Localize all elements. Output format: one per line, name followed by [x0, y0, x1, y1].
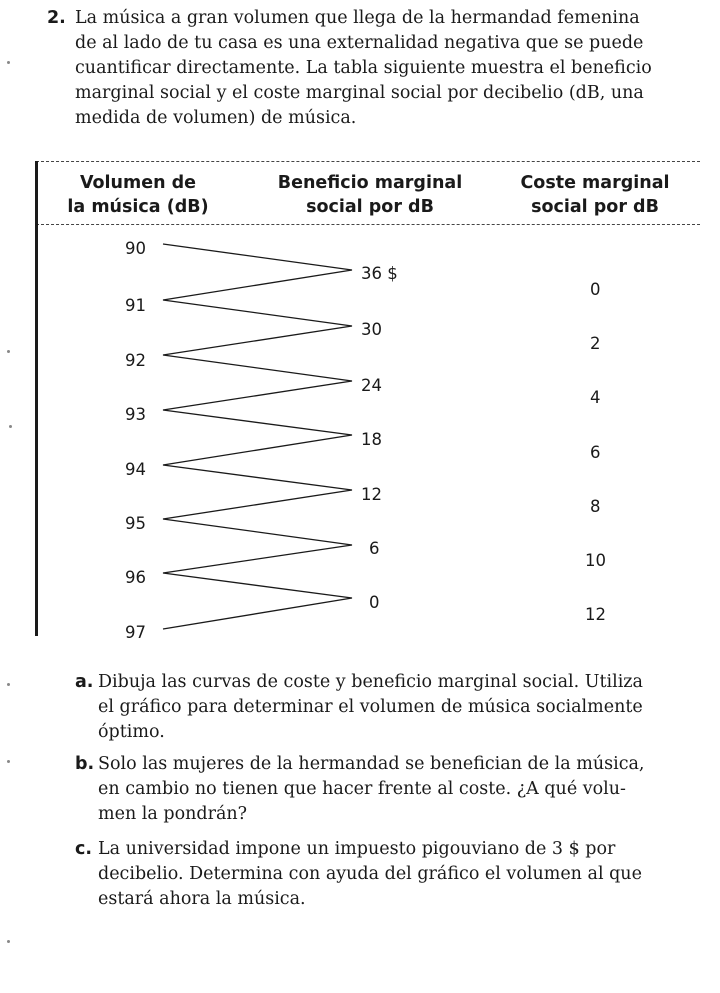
scan-speck [7, 350, 10, 353]
marginal-cost-value: 4 [590, 388, 601, 407]
question-a-label: a. [75, 672, 94, 692]
volume-value: 96 [125, 568, 146, 587]
question-c [98, 837, 698, 912]
marginal-benefit-value: 30 [361, 320, 382, 339]
question-a-line: Dibuja las curvas de coste y beneficio marginal social. Utiliza [98, 672, 643, 692]
header-marginal-benefit: Beneficio marginal social por dB [277, 173, 463, 217]
marginal-cost-value: 6 [590, 443, 601, 462]
marginal-benefit-value: 24 [361, 376, 382, 395]
volume-value: 90 [125, 239, 146, 258]
problem-line: de al lado de tu casa es una externalidad negativa que se puede [75, 33, 644, 53]
question-c-line: La universidad impone un impuesto pigouviano de 3 $ por [98, 839, 616, 859]
volume-value: 95 [125, 514, 146, 533]
scan-speck [9, 425, 12, 428]
question-b-label: b. [75, 754, 95, 774]
question-b-line: en cambio no tienen que hacer frente al coste. ¿A qué volu- [98, 779, 626, 799]
zigzag-line [163, 244, 352, 629]
problem-line: cuantificar directamente. La tabla siguiente muestra el beneficio [75, 58, 652, 78]
volume-value: 94 [125, 460, 146, 479]
scan-speck [7, 61, 10, 64]
volume-value: 93 [125, 405, 146, 424]
problem-line: La música a gran volumen que llega de la hermandad femenina [75, 8, 640, 28]
question-c-line: decibelio. Determina con ayuda del gráfico el volumen al que [98, 864, 642, 884]
marginal-cost-value: 2 [590, 334, 601, 353]
question-b [98, 752, 698, 827]
question-a [98, 670, 698, 745]
question-c-line: estará ahora la música. [98, 889, 306, 909]
marginal-benefit-value: 0 [369, 593, 380, 612]
problem-line: marginal social y el coste marginal social por decibelio (dB, una [75, 83, 644, 103]
volume-value: 92 [125, 351, 146, 370]
problem-number: 2. [47, 8, 66, 28]
problem-line: medida de volumen) de música. [75, 108, 357, 128]
question-b-line: men la pondrán? [98, 804, 248, 824]
question-c-label: c. [75, 839, 93, 859]
volume-value: 91 [125, 296, 146, 315]
header-marginal-cost: Coste marginal social por dB [520, 173, 670, 217]
marginal-cost-value: 10 [585, 551, 606, 570]
question-a-line: el gráfico para determinar el volumen de música socialmente [98, 697, 643, 717]
marginal-benefit-value: 18 [361, 430, 382, 449]
marginal-benefit-value: 12 [361, 485, 382, 504]
marginal-cost-value: 0 [590, 280, 601, 299]
marginal-benefit-value: 36 $ [361, 264, 398, 283]
volume-value: 97 [125, 623, 146, 642]
marginal-cost-value: 12 [585, 605, 606, 624]
marginal-cost-value: 8 [590, 497, 601, 516]
scan-speck [7, 940, 10, 943]
scan-speck [7, 683, 10, 686]
scan-speck [7, 760, 10, 763]
marginal-benefit-value: 6 [369, 539, 380, 558]
header-volume: Volumen de la música (dB) [67, 173, 209, 217]
question-b-line: Solo las mujeres de la hermandad se benefician de la música, [98, 754, 645, 774]
question-a-line: óptimo. [98, 722, 165, 742]
